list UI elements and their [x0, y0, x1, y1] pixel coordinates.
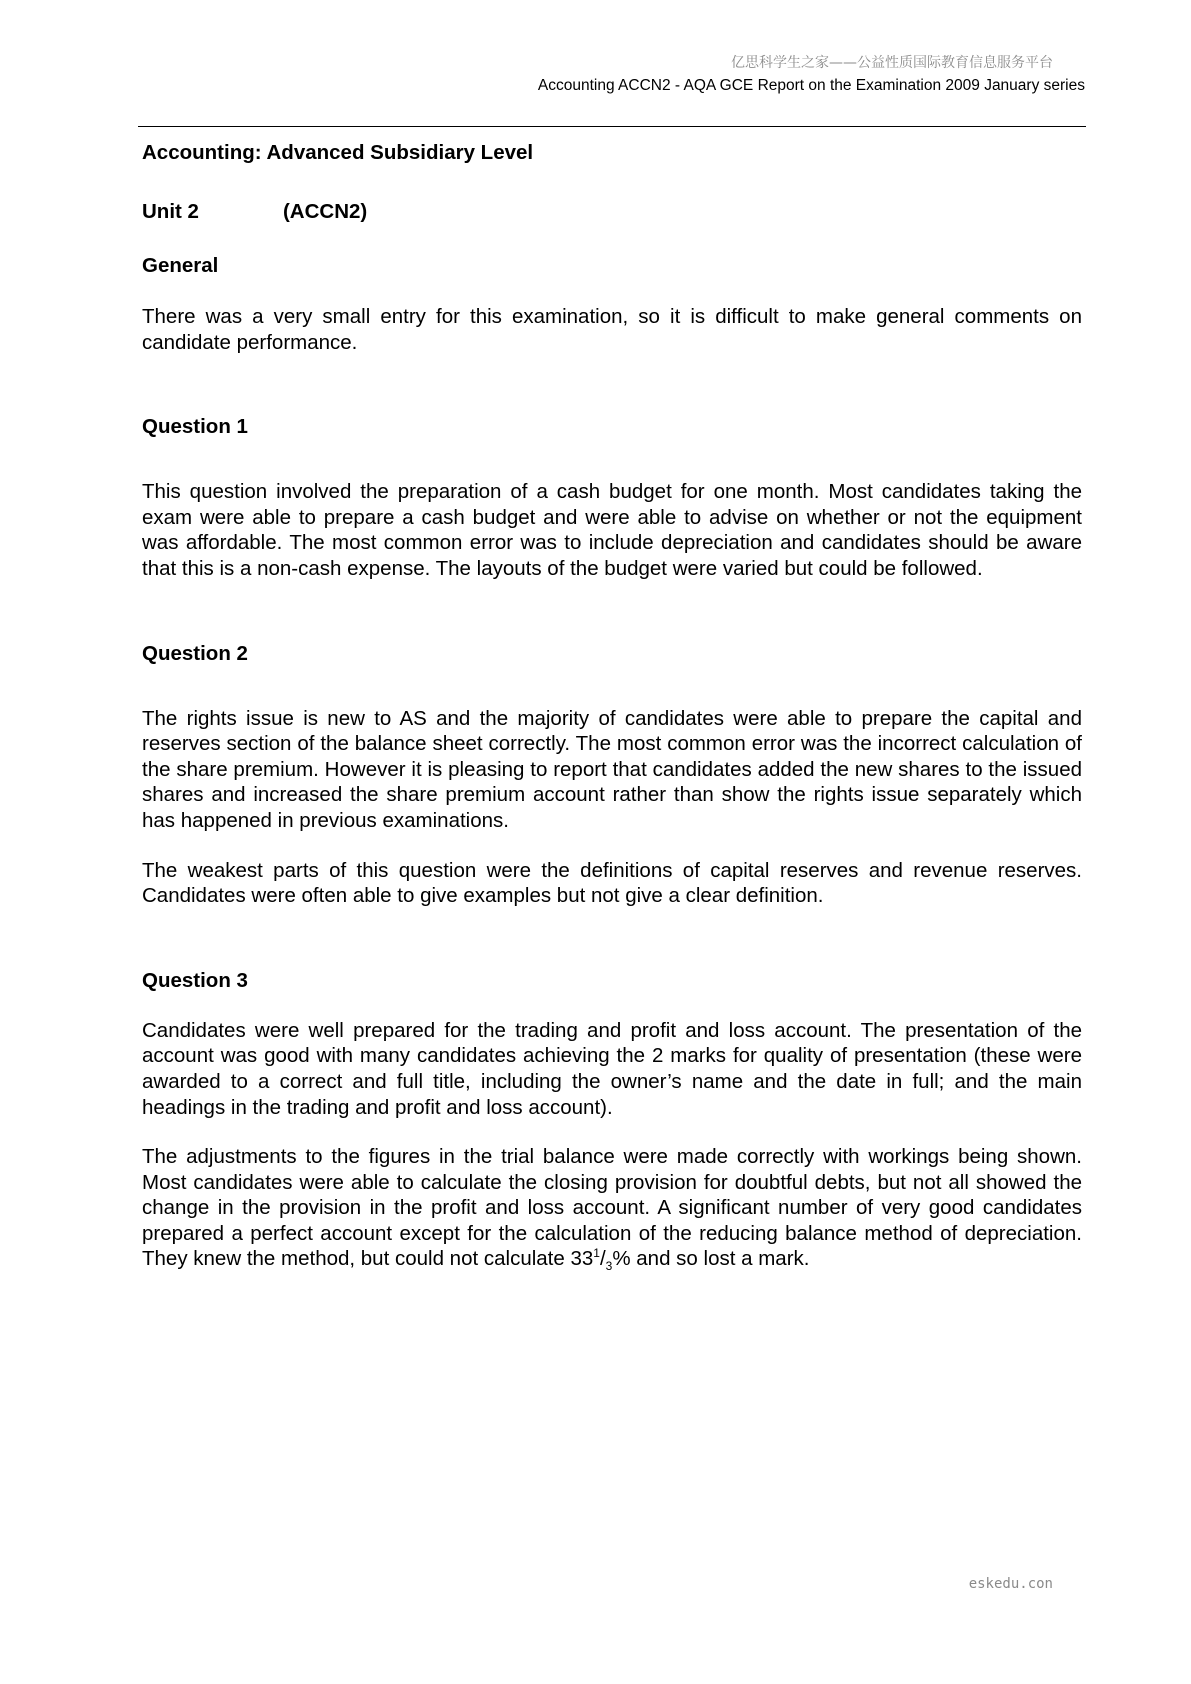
- fraction-denominator: 3: [605, 1259, 613, 1274]
- fraction-numerator: 1: [593, 1246, 600, 1261]
- unit-label: Unit 2: [142, 200, 199, 223]
- unit-heading: [142, 199, 1082, 225]
- general-paragraph: There was a very small entry for this examination, so it is difficult to make general comments on candidate performance.: [142, 305, 1082, 354]
- document-title: Accounting: Advanced Subsidiary Level: [142, 141, 534, 164]
- general-heading: General: [142, 254, 219, 277]
- unit-code: (ACCN2): [282, 200, 368, 223]
- question-2-heading: Question 2: [142, 641, 248, 665]
- question-2-paragraph-2: The weakest parts of this question were the definitions of capital reserves and revenue reserves. Candidates were often able to give examples but not give a clear definition.: [142, 858, 1082, 908]
- question-3-paragraph-1: Candidates were well prepared for the trading and profit and loss account. The presentation of the account was good with many candidates achieving the 2 marks for quality of presentation (these were awarded to a correct and full title, including the owner’s name and the date in full; and the main headings in the trading and profit and loss account).: [142, 1018, 1082, 1119]
- watermark-bottom: eskedu.con: [968, 1576, 1053, 1592]
- question-3-paragraph-2-text: The adjustments to the figures in the trial balance were made correctly with workings being shown. Most candidates were able to calculate the closing provision for doubtful debts, but not all showed the change in the provision in the profit and loss account. A significant number of very good candidates prepared a perfect account except for the calculation of the reducing balance method of depreciation. They knew the method, but could not calculate 33: [142, 1145, 1082, 1271]
- header-divider: [138, 126, 1086, 127]
- running-header: Accounting ACCN2 - AQA GCE Report on the Examination 2009 January series: [537, 77, 1085, 94]
- question-3-paragraph-2-end: % and so lost a mark.: [612, 1247, 810, 1271]
- question-1-heading: Question 1: [142, 415, 248, 439]
- watermark-top: 亿思科学生之家——公益性质国际教育信息服务平台: [731, 55, 1053, 71]
- question-3-heading: Question 3: [142, 968, 248, 992]
- report-body: [142, 140, 1082, 1272]
- question-3-paragraph-2: The adjustments to the figures in the trial balance were made correctly with workings being shown. Most candidates were able to calculate the closing provision for doubtful debts, but not all showed the change in the provision in the profit and loss account. A significant number of very good candidates prepared a perfect account except for the calculation of the reducing balance method of depreciation. They knew the method, but could not calculate $33^1/_3\%$ and so lost a mark.: [142, 1145, 1082, 1274]
- question-1-paragraph: This question involved the preparation of a cash budget for one month. Most candidates taking the exam were able to prepare a cash budget and were able to advise on whether or not the equipment was affordable. The most common error was to include depreciation and candidates should be aware that this is a non-cash expense. The layouts of the budget were varied but could be followed.: [142, 480, 1082, 580]
- question-2-paragraph-1: The rights issue is new to AS and the majority of candidates were able to prepare the capital and reserves section of the balance sheet correctly. The most common error was the incorrect calculation of the share premium. However it is pleasing to report that candidates added the new shares to the issued shares and increased the share premium account rather than show the rights issue separately which has happened in previous examinations.: [142, 706, 1082, 832]
